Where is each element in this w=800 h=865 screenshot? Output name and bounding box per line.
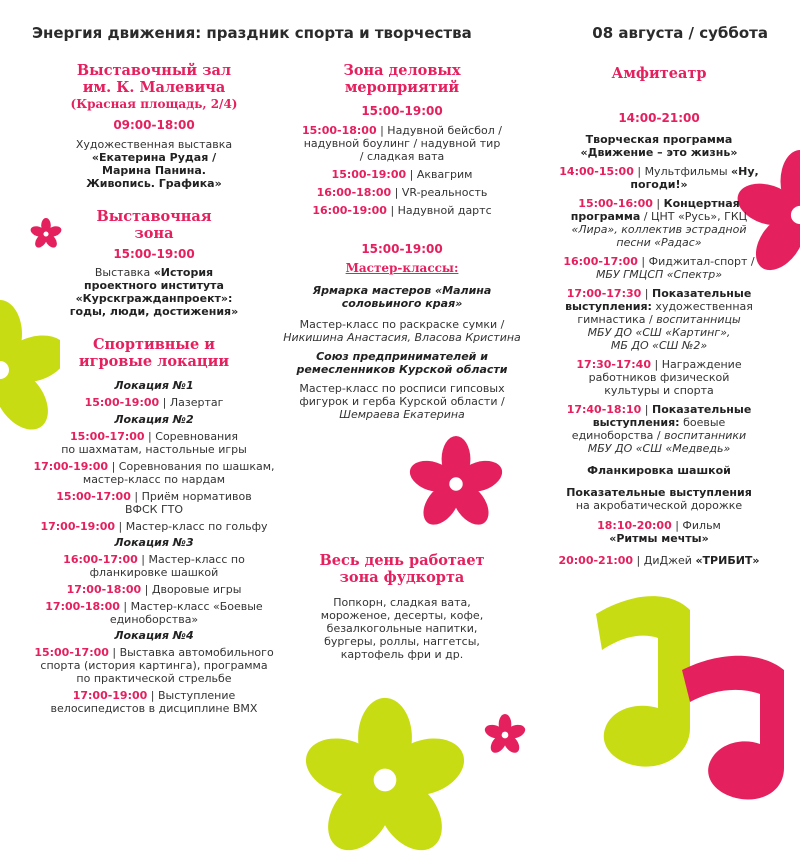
business-item: 15:00-18:00 | Надувной бейсбол / — [282, 124, 522, 137]
location-2: Локация №2 — [28, 413, 280, 426]
sport-title-2: игровые локации — [28, 353, 280, 370]
amphi-item-cont: единоборства / воспитанники — [528, 429, 790, 442]
expo-section — [28, 208, 280, 318]
flank-title: Фланкировка шашкой — [528, 464, 790, 477]
amphi-item-cont: МБУ ГМЦСП «Спектр» — [528, 268, 790, 281]
expo-line-4: годы, люди, достижения» — [28, 305, 280, 318]
master-title: Мастер-классы: — [282, 261, 522, 276]
sport-item: 15:00-17:00 | Выставка автомобильного — [28, 646, 280, 659]
amphi-item-cont: культуры и спорта — [528, 384, 790, 397]
food-line: картофель фри и др. — [282, 648, 522, 661]
amphi-item-cont: песни «Радас» — [528, 236, 790, 249]
expo-line-2: проектного института — [28, 279, 280, 292]
mc2-line-2: фигурок и герба Курской области / — [282, 395, 522, 408]
sport-title-1: Спортивные и — [28, 336, 280, 353]
business-item-cont: надувной боулинг / надувной тир — [282, 137, 522, 150]
amphi-item-cont: «Лира», коллектив эстрадной — [528, 223, 790, 236]
master-time: 15:00-19:00 — [282, 243, 522, 256]
expo-title-2: зона — [28, 225, 280, 242]
hall-name-2: Марина Панина. — [28, 164, 280, 177]
food-line: бургеры, роллы, наггетсы, — [282, 635, 522, 648]
program-line-1: Творческая программа — [528, 133, 790, 146]
union-line-1: Союз предпринимателей и — [282, 350, 522, 363]
business-time: 15:00-19:00 — [282, 105, 522, 118]
food-title-1: Весь день работает — [282, 552, 522, 569]
sport-item: 15:00-19:00 | Лазертаг — [28, 396, 280, 409]
sport-item: 17:00-18:00 | Дворовые игры — [28, 583, 280, 596]
amphi-item-cont: «Ритмы мечты» — [528, 532, 790, 545]
sport-item: 16:00-17:00 | Мастер-класс по — [28, 553, 280, 566]
acro-title: Показательные выступления — [528, 486, 790, 499]
location-1: Локация №1 — [28, 379, 280, 392]
expo-time: 15:00-19:00 — [28, 248, 280, 261]
amphi-item: 17:40-18:10 | Показательные — [528, 403, 790, 416]
amphi-item-cont: МБ ДО «СШ №2» — [528, 339, 790, 352]
amphi-item-cont: МБУ ДО «СШ «Картинг», — [528, 326, 790, 339]
sport-item-cont: ВФСК ГТО — [28, 503, 280, 516]
program-line-2: «Движение – это жизнь» — [528, 146, 790, 159]
amphi-item-cont: МБУ ДО «СШ «Медведь» — [528, 442, 790, 455]
business-item: 16:00-19:00 | Надувной дартс — [282, 204, 522, 217]
food-line: Попкорн, сладкая вата, — [282, 596, 522, 609]
amphi-item: 17:00-17:30 | Показательные — [528, 287, 790, 300]
food-title-2: зона фудкорта — [282, 569, 522, 586]
amphi-item: 14:00-15:00 | Мультфильмы «Ну, — [528, 165, 790, 178]
hall-title-1: Выставочный зал — [28, 62, 280, 79]
sport-section — [28, 336, 280, 715]
amphi-item-cont: выступления: боевые — [528, 416, 790, 429]
page-title: Энергия движения: праздник спорта и творчества — [32, 24, 472, 42]
amphitheater-time: 14:00-21:00 — [528, 112, 790, 125]
right-column — [528, 62, 790, 567]
amphi-item: 18:10-20:00 | Фильм — [528, 519, 790, 532]
sport-item-cont: фланкировке шашкой — [28, 566, 280, 579]
hall-title-2: им. К. Малевича — [28, 79, 280, 96]
mc2-line-1: Мастер-класс по росписи гипсовых — [282, 382, 522, 395]
fair-line-2: соловьиного края» — [282, 297, 522, 310]
business-item: 15:00-19:00 | Аквагрим — [282, 168, 522, 181]
sport-item-cont: спорта (история картинга), программа — [28, 659, 280, 672]
food-line: безалкогольные напитки, — [282, 622, 522, 635]
mc1-line-1: Мастер-класс по раскраске сумки / — [282, 318, 522, 331]
expo-title-1: Выставочная — [28, 208, 280, 225]
left-column — [28, 62, 280, 715]
flower-mid-pink-icon — [408, 436, 504, 532]
sport-item-cont: велосипедистов в дисциплине BMX — [28, 702, 280, 715]
amphitheater-title: Амфитеатр — [528, 65, 790, 82]
fair-line-1: Ярмарка мастеров «Малина — [282, 284, 522, 297]
location-4: Локация №4 — [28, 629, 280, 642]
location-3: Локация №3 — [28, 536, 280, 549]
page-header — [32, 24, 768, 48]
hall-name-1: «Екатерина Рудая / — [28, 151, 280, 164]
business-section — [282, 62, 522, 217]
sport-item-cont: по шахматам, настольные игры — [28, 443, 280, 456]
hall-desc: Художественная выставка — [28, 138, 280, 151]
union-line-2: ремесленников Курской области — [282, 363, 522, 376]
hall-section — [28, 62, 280, 190]
business-title-1: Зона деловых — [282, 62, 522, 79]
amphi-item-cont: программа / ЦНТ «Русь», ГКЦ — [528, 210, 790, 223]
sport-item: 17:00-19:00 | Соревнования по шашкам, — [28, 460, 280, 473]
hall-time: 09:00-18:00 — [28, 119, 280, 132]
hall-name-3: Живопись. Графика» — [28, 177, 280, 190]
sport-item-cont: по практической стрельбе — [28, 672, 280, 685]
expo-line-1: Выставка «История — [28, 266, 280, 279]
business-item-cont: / сладкая вата — [282, 150, 522, 163]
flower-lime-bottom-icon — [300, 695, 470, 865]
sport-item: 17:00-18:00 | Мастер-класс «Боевые — [28, 600, 280, 613]
acro-line: на акробатической дорожке — [528, 499, 790, 512]
amphi-item-cont: выступления: художественная — [528, 300, 790, 313]
amphi-item-cont: работников физической — [528, 371, 790, 384]
expo-line-3: «Курскгражданпроект»: — [28, 292, 280, 305]
food-section — [282, 552, 522, 661]
amphi-item: 16:00-17:00 | Фиджитал-спорт / — [528, 255, 790, 268]
amphi-item-cont: погоди!» — [528, 178, 790, 191]
amphi-item: 20:00-21:00 | ДиДжей «ТРИБИТ» — [528, 554, 790, 567]
sport-item: 17:00-19:00 | Мастер-класс по гольфу — [28, 520, 280, 533]
hall-address: (Красная площадь, 2/4) — [28, 97, 280, 112]
sport-item-cont: единоборства» — [28, 613, 280, 626]
amphi-item: 17:30-17:40 | Награждение — [528, 358, 790, 371]
flower-small-pink-bottom-icon — [484, 714, 526, 756]
music-note-icon — [572, 578, 800, 800]
business-item: 16:00-18:00 | VR-реальность — [282, 186, 522, 199]
sport-item: 15:00-17:00 | Приём нормативов — [28, 490, 280, 503]
business-title-2: мероприятий — [282, 79, 522, 96]
food-line: мороженое, десерты, кофе, — [282, 609, 522, 622]
sport-item: 15:00-17:00 | Соревнования — [28, 430, 280, 443]
master-section — [282, 243, 522, 421]
amphi-item-cont: гимнастика / воспитанницы — [528, 313, 790, 326]
middle-column — [282, 62, 522, 421]
mc2-line-3: Шемраева Екатерина — [282, 408, 522, 421]
sport-item-cont: мастер-класс по нардам — [28, 473, 280, 486]
event-date: 08 августа / суббота — [592, 24, 768, 42]
sport-item: 17:00-19:00 | Выступление — [28, 689, 280, 702]
mc1-line-2: Никишина Анастасия, Власова Кристина — [282, 331, 522, 344]
amphi-item: 15:00-16:00 | Концертная — [528, 197, 790, 210]
